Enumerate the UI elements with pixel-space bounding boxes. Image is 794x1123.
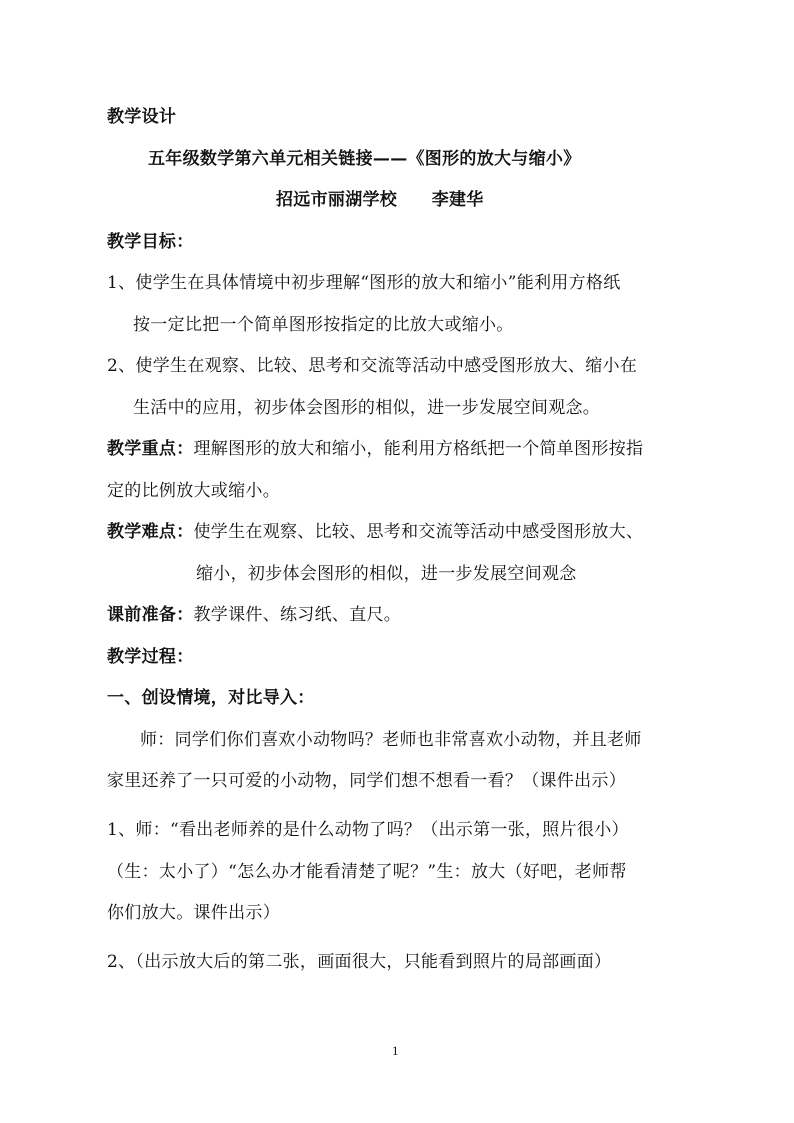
objective-1-line-1: 1、使学生在具体情境中初步理解“图形的放大和缩小”能利用方格纸: [107, 273, 621, 293]
doc-title: 五年级数学第六单元相关链接——《图形的放大与缩小》: [148, 149, 581, 169]
step-1-line-1: 1、师：“看出老师养的是什么动物了吗？（出示第一张，照片很小）: [107, 820, 629, 840]
doc-heading: 教学设计: [107, 107, 177, 127]
difficulty-line-2: 缩小，初步体会图形的相似，进一步发展空间观念: [196, 564, 577, 584]
difficulty-line-1: [107, 521, 643, 543]
step-2-line-1: 2、（出示放大后的第二张，画面很大，只能看到照片的局部画面）: [107, 952, 612, 972]
process-heading: 教学过程：: [107, 647, 194, 667]
prep-line: [107, 604, 401, 626]
objectives-heading: 教学目标：: [107, 232, 194, 252]
para-1-line-1: 师：同学们你们喜欢小动物吗？老师也非常喜欢小动物，并且老师: [140, 730, 642, 750]
objective-1-line-2: 按一定比把一个简单图形按指定的比放大或缩小。: [133, 315, 514, 335]
prep-text: 教学课件、练习纸、直尺。: [193, 605, 402, 625]
objective-2-line-2: 生活中的应用，初步体会图形的相似，进一步发展空间观念。: [133, 398, 601, 418]
key-point-line-2: 定的比例放大或缩小。: [107, 481, 280, 501]
key-point-line-1: [107, 438, 643, 460]
prep-label: 课前准备：: [107, 605, 194, 625]
key-point-label: 教学重点：: [107, 439, 194, 459]
para-1-line-2: 家里还养了一只可爱的小动物，同学们想不想看一看？（课件出示）: [107, 771, 626, 791]
page-number: 1: [392, 1043, 399, 1058]
author-line: 招远市丽湖学校 李建华: [276, 190, 484, 210]
section-1-heading: 一、创设情境，对比导入：: [107, 688, 315, 708]
objective-2-line-1: 2、使学生在观察、比较、思考和交流等活动中感受图形放大、缩小在: [107, 356, 638, 376]
key-point-text: 理解图形的放大和缩小，能利用方格纸把一个简单图形按指: [193, 439, 644, 459]
difficulty-text: 使学生在观察、比较、思考和交流等活动中感受图形放大、: [193, 522, 644, 542]
difficulty-label: 教学难点：: [107, 522, 194, 542]
step-1-line-3: 你们放大。课件出示）: [107, 903, 280, 923]
step-1-line-2: （生：太小了）“怎么办才能看清楚了呢？”生：放大（好吧，老师帮: [107, 862, 627, 882]
